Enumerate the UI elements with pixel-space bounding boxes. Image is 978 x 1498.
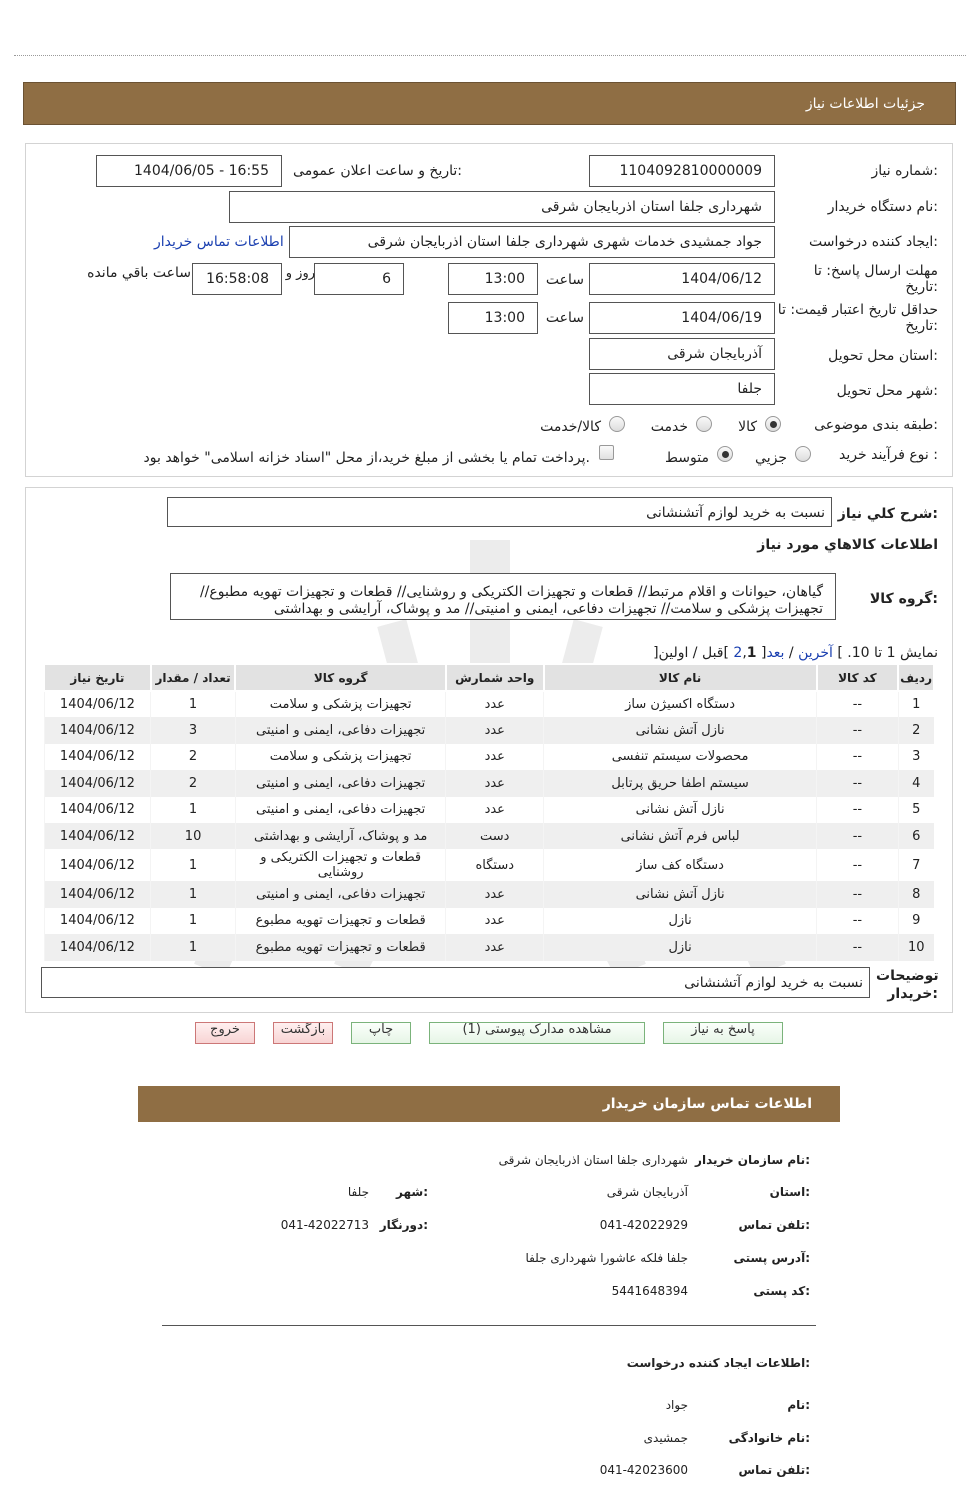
pager [653,645,938,661]
table-header-row [44,664,934,691]
goods-table [43,663,935,961]
cell-date: 1404/06/12 [44,934,151,960]
creator-name-value: جواد [665,1398,688,1412]
city-field: جلفا [589,373,775,405]
deadline-label: مهلت ارسال پاسخ: تا تاریخ: [813,263,938,295]
cell-row: 4 [898,770,934,796]
cell-group: قطعات و تجهیزات تهویه مطبوع [235,934,446,960]
cell-name: سیستم اطفا حریق پرتابل [544,770,817,796]
validity-time-field: 13:00 [448,302,538,334]
contact-fax-label: دورنگار: [379,1218,428,1232]
pager-comma: , [742,645,747,661]
category-radio-goods[interactable] [765,416,781,432]
table-row [44,849,934,881]
table-row [44,744,934,770]
category-label: طبقه بندی موضوعی: [814,417,938,433]
cell-qty: 1 [151,934,236,960]
creator-name-label: نام: [787,1398,810,1412]
page-title: جزئیات اطلاعات نیاز [805,96,925,112]
cell-unit: عدد [446,744,544,770]
deadline-time-word: ساعت [545,272,584,288]
cell-row: 3 [898,744,934,770]
print-button[interactable]: چاپ [351,1022,411,1044]
cell-code: -- [817,770,898,796]
contact-postal-label: کد پستی: [753,1284,810,1298]
contact-fax-value: 041-42022713 [280,1218,369,1232]
cell-date: 1404/06/12 [44,797,151,823]
cell-group: تجهیزات دفاعی، ایمنی و امنیتی [235,881,446,907]
contact-city-label: شهر: [396,1185,428,1199]
process-radio-minor[interactable] [795,446,811,462]
cell-row: 1 [898,691,934,717]
creator-heading: اطلاعات ایجاد کننده درخواست: [626,1356,810,1370]
category-goods-label: کالا [738,419,757,435]
goods-heading: اطلاعات كالاهاي مورد نياز [757,537,938,553]
cell-date: 1404/06/12 [44,717,151,743]
cell-row: 6 [898,823,934,849]
creator-label: ایجاد کننده درخواست: [809,234,938,250]
cell-group: تجهیزات پزشکی و سلامت [235,744,446,770]
exit-button[interactable]: خروج [195,1022,255,1044]
cell-unit: عدد [446,934,544,960]
cell-date: 1404/06/12 [44,908,151,934]
col-group-header: گروه کالا [235,664,446,691]
cell-unit: دست [446,823,544,849]
pager-last-link[interactable]: آخرین [798,645,833,661]
contact-title: اطلاعات تماس سازمان خریدار [602,1096,812,1112]
announce-label: تاریخ و ساعت اعلان عمومی: [293,163,462,179]
table-row [44,908,934,934]
buyer-contact-link[interactable]: اطلاعات تماس خریدار [154,234,284,250]
table-row [44,823,934,849]
table-row [44,881,934,907]
cell-name: نازل آتش نشانی [544,881,817,907]
goods-group-label: گروه کالا: [869,591,938,607]
deadline-time-field: 13:00 [448,263,538,295]
cell-unit: دستگاه [446,849,544,881]
cell-code: -- [817,908,898,934]
province-field: آذربایجان شرقی [589,338,775,370]
deadline-date-field: 1404/06/12 [589,263,775,295]
cell-unit: عدد [446,797,544,823]
contact-header [138,1086,840,1122]
contact-phone-value: 041-42022929 [599,1218,688,1232]
days-field: 6 [314,263,404,295]
contact-postal-value: 5441648394 [611,1284,688,1298]
cell-code: -- [817,934,898,960]
reply-button[interactable]: پاسخ به نیاز [663,1022,783,1044]
cell-date: 1404/06/12 [44,881,151,907]
pager-page-1: 1 [746,645,757,661]
buyer-notes-field [41,967,870,998]
cell-qty: 10 [151,823,236,849]
need-number-field: 1104092810000009 [589,155,775,187]
cell-code: -- [817,881,898,907]
cell-group: قطعات و تجهیزات الکتریکی و روشنایی [235,849,446,881]
announce-field: 1404/06/05 - 16:55 [96,155,282,187]
col-qty-header: تعداد / مقدار [151,664,236,691]
payment-checkbox[interactable] [599,445,614,460]
cell-date: 1404/06/12 [44,823,151,849]
cell-date: 1404/06/12 [44,849,151,881]
cell-group: تجهیزات پزشکی و سلامت [235,691,446,717]
contact-address-value: جلفا فلکه عاشورا شهرداری جلفا [525,1251,688,1265]
cell-date: 1404/06/12 [44,770,151,796]
cell-name: محصولات سیستم تنفسی [544,744,817,770]
goods-group-box [170,573,836,620]
category-radio-both[interactable] [609,416,625,432]
cell-unit: عدد [446,717,544,743]
buyer-org-label: نام دستگاه خریدار: [827,199,938,215]
need-number-label: شماره نیاز: [871,163,938,179]
cell-code: -- [817,797,898,823]
cell-unit: عدد [446,770,544,796]
category-service-label: خدمت [650,419,688,435]
col-code-header: کد کالا [817,664,898,691]
process-label: نوع فرآیند خرید : [839,447,938,463]
city-label: شهر محل تحویل: [836,383,938,399]
pager-sep: / [788,645,794,661]
cell-code: -- [817,849,898,881]
table-row [44,717,934,743]
validity-label: حداقل تاریخ اعتبار قیمت: تا تاریخ: [777,302,938,334]
cell-name: نازل [544,908,817,934]
cell-unit: عدد [446,691,544,717]
creator-phone-value: 041-42023600 [599,1463,688,1477]
cell-name: دستگاه کف ساز [544,849,817,881]
creator-family-value: جمشیدی [643,1431,688,1445]
remaining-time-field: 16:58:08 [192,263,282,295]
validity-date-field: 1404/06/19 [589,302,775,334]
col-row-header: ردیف [898,664,934,691]
goods-group-line1: گیاهان، حیوانات و اقلام مرتبط// قطعات و تجهیزات الکتریکی و روشنایی// قطعات و تجهیزات تهویه مطبوع// [199,584,823,600]
category-radio-service[interactable] [696,416,712,432]
payment-note: پرداخت تمام یا بخشی از مبلغ خرید،از محل "اسناد خزانه اسلامی" خواهد بود. [143,450,590,466]
creator-family-label: نام خانوادگی: [728,1431,810,1445]
cell-qty: 1 [151,881,236,907]
cell-qty: 1 [151,908,236,934]
col-date-header: تاریخ نیاز [44,664,151,691]
contact-org-value: شهرداری جلفا استان اذربایجان شرقی [498,1153,688,1167]
buyer-notes-text: نسبت به خرید لوازم آتشنشانی [684,975,863,991]
pager-prev-first: ]قبل / اولین[ [653,645,729,661]
table-row [44,770,934,796]
cell-qty: 1 [151,691,236,717]
contact-org-label: نام سازمان خریدار: [695,1153,810,1167]
contact-province-label: استان: [769,1185,810,1199]
cell-row: 7 [898,849,934,881]
cell-name: لباس فرم آتش نشانی [544,823,817,849]
contact-address-label: آدرس پستی: [733,1251,810,1265]
table-row [44,691,934,717]
contact-phone-label: تلفن تماس: [738,1218,810,1232]
cell-group: تجهیزات دفاعی، ایمنی و امنیتی [235,770,446,796]
view-documents-button[interactable]: مشاهده مدارک پیوستی (1) [429,1022,645,1044]
cell-row: 9 [898,908,934,934]
buyer-notes-label: توضیحات خریدار: [876,968,939,1002]
contact-divider [162,1325,816,1326]
cell-group: تجهیزات دفاعی، ایمنی و امنیتی [235,797,446,823]
cell-name: دستگاه اکسیژن ساز [544,691,817,717]
cell-qty: 3 [151,717,236,743]
cell-name: نازل آتش نشانی [544,717,817,743]
table-row [44,934,934,960]
cell-code: -- [817,823,898,849]
process-medium-label: متوسط [665,450,709,466]
pager-range: نمایش 1 تا 10. ] [837,645,938,661]
summary-text: نسبت به خرید لوازم آتشنشانی [646,505,825,521]
cell-row: 8 [898,881,934,907]
cell-name: نازل [544,934,817,960]
cell-unit: عدد [446,881,544,907]
cell-date: 1404/06/12 [44,691,151,717]
goods-group-line2: تجهیزات پزشکی و سلامت// تجهیزات دفاعی، ایمنی و امنیتی// مد و پوشاک، آرایشی و بهداشتی [273,601,823,617]
col-name-header: نام کالا [544,664,817,691]
cell-row: 5 [898,797,934,823]
creator-field: جواد جمشیدی خدمات شهری شهرداری جلفا استان اذربایجان شرقی [289,226,775,258]
contact-province-value: آذربایجان شرقی [606,1185,688,1199]
cell-name: نازل آتش نشانی [544,797,817,823]
cell-qty: 2 [151,744,236,770]
process-minor-label: جزيي [755,450,787,466]
cell-qty: 2 [151,770,236,796]
cell-code: -- [817,744,898,770]
cell-date: 1404/06/12 [44,744,151,770]
creator-phone-label: تلفن تماس: [738,1463,810,1477]
remaining-word: ساعت باقي مانده [87,265,191,281]
top-divider [14,55,966,56]
cell-code: -- [817,691,898,717]
pager-next-link[interactable]: بعد [766,645,785,661]
cell-row: 10 [898,934,934,960]
province-label: استان محل تحویل: [828,348,938,364]
summary-label: شرح كلي نياز: [837,506,938,522]
page-header [23,82,956,125]
cell-group: قطعات و تجهیزات تهویه مطبوع [235,908,446,934]
pager-page-2[interactable]: 2 [733,645,743,661]
process-radio-medium[interactable] [717,446,733,462]
validity-time-word: ساعت [545,310,584,326]
cell-qty: 1 [151,849,236,881]
summary-field [167,497,832,527]
cell-code: -- [817,717,898,743]
cell-group: مد و پوشاک، آرایشی و بهداشتی [235,823,446,849]
cell-qty: 1 [151,797,236,823]
contact-city-value: جلفا [347,1185,369,1199]
pager-bracket: [ [760,645,767,661]
days-word: روز و [285,266,315,281]
col-unit-header: واحد شمارش [446,664,544,691]
table-row [44,797,934,823]
cell-group: تجهیزات دفاعی، ایمنی و امنیتی [235,717,446,743]
back-button[interactable]: بازگشت [273,1022,333,1044]
category-both-label: کالا/خدمت [540,419,601,435]
cell-row: 2 [898,717,934,743]
cell-unit: عدد [446,908,544,934]
buyer-org-field: شهرداری جلفا استان اذربایجان شرقی [229,191,775,223]
